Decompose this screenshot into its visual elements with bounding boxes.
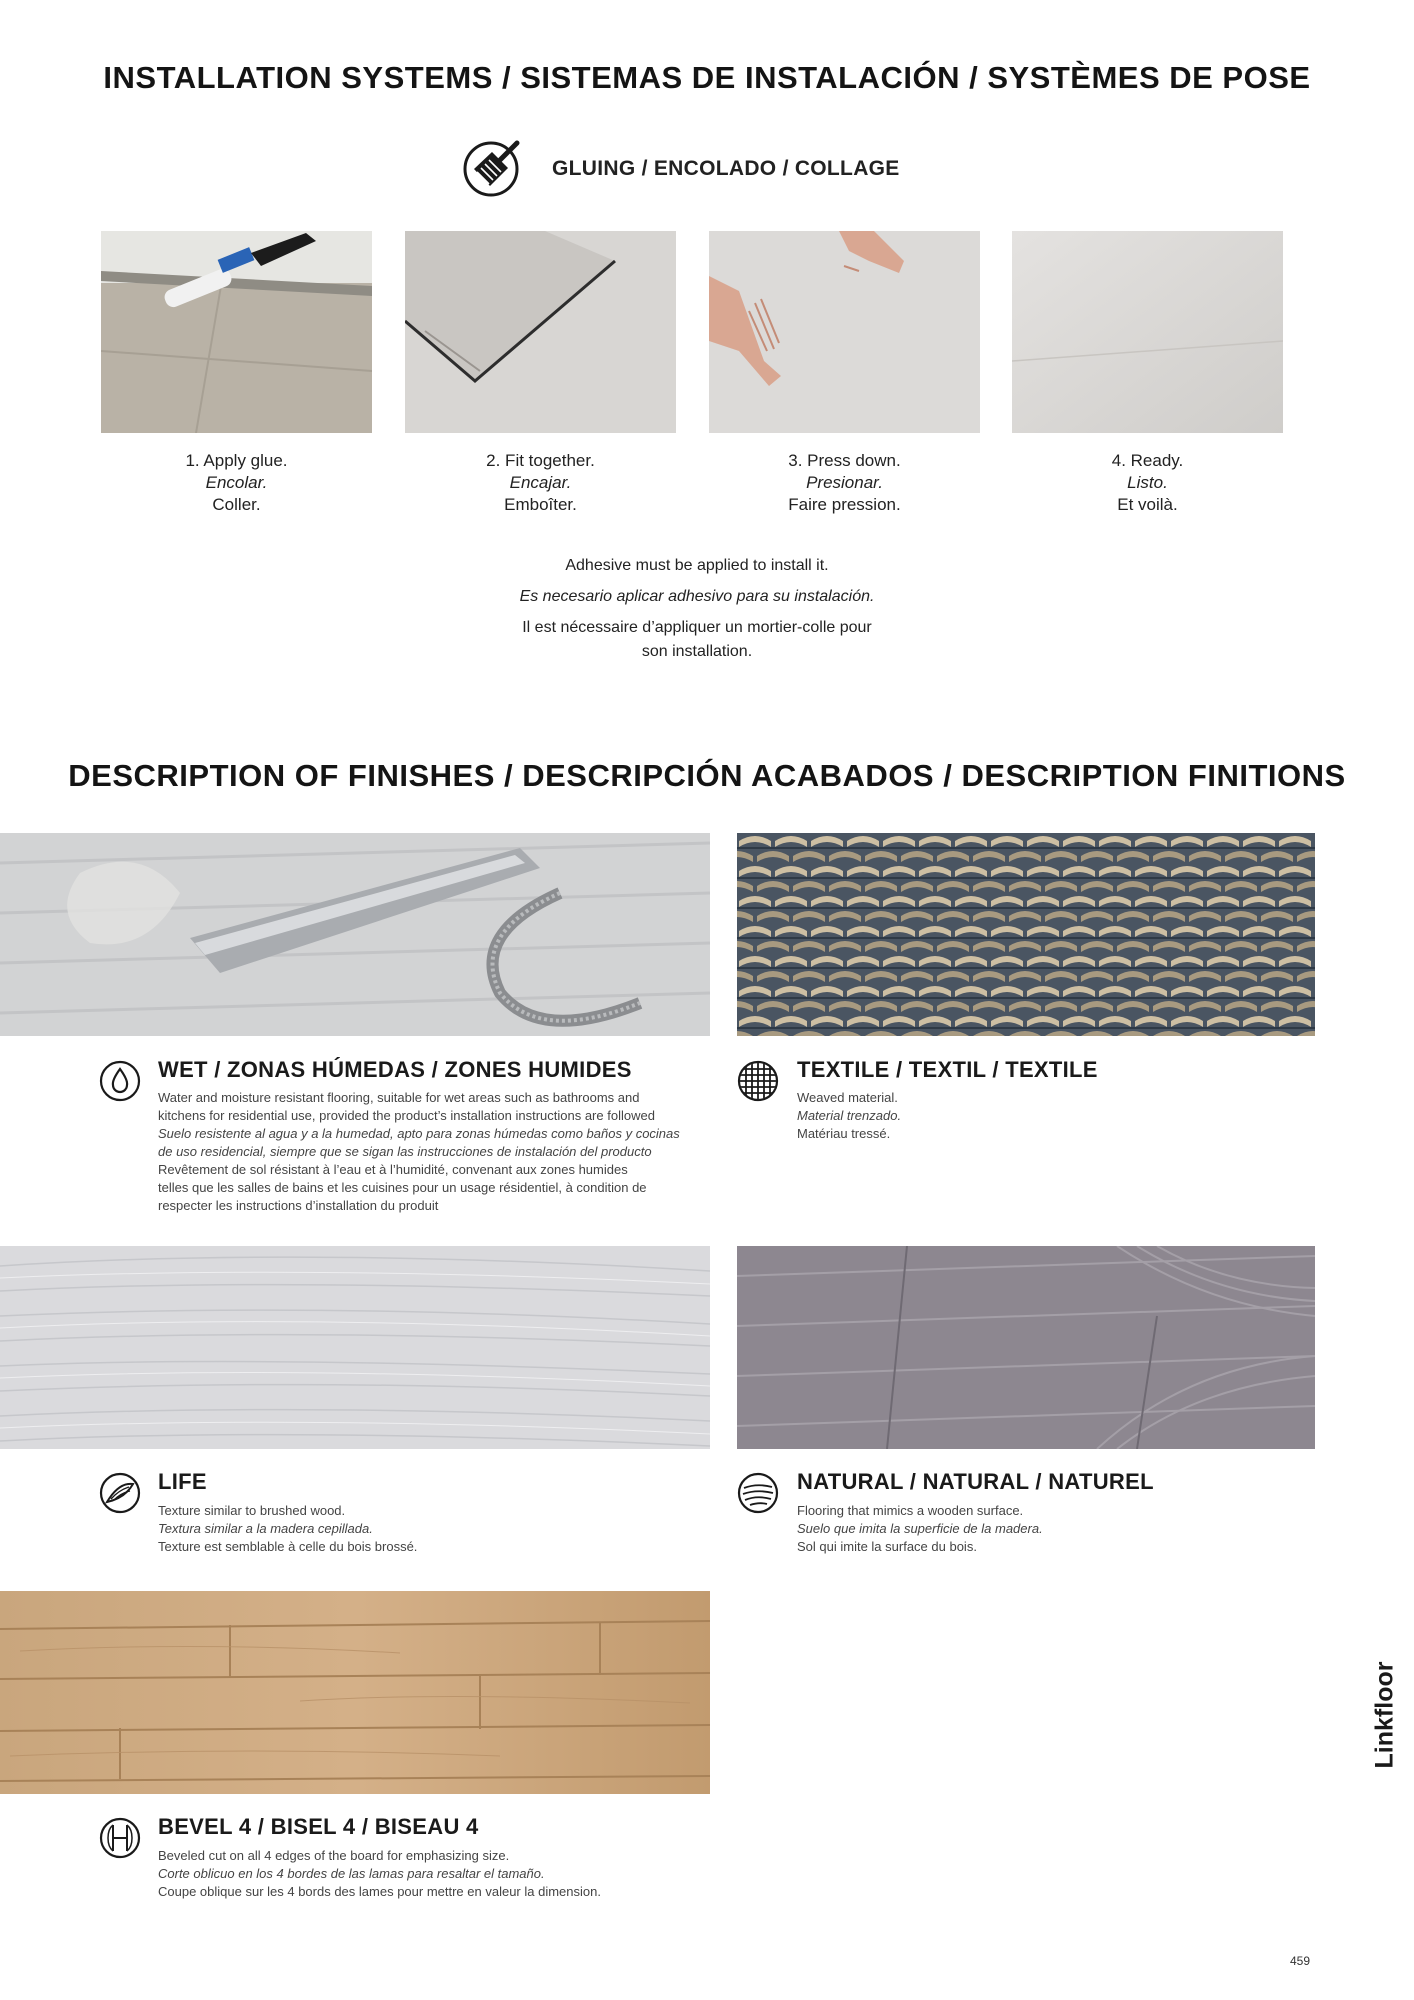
bevel-desc-line: Coupe oblique sur les 4 bords des lames pour mettre en valeur la dimension. bbox=[158, 1884, 601, 1899]
fit-together-tile-photo bbox=[405, 231, 676, 433]
grey-wood-grain-photo bbox=[737, 1246, 1315, 1449]
life-desc-line: Texture est semblable à celle du bois brossé. bbox=[158, 1539, 418, 1554]
wet-finish-title: WET / ZONAS HÚMEDAS / ZONES HUMIDES bbox=[158, 1057, 632, 1082]
wet-desc-line: telles que les salles de bains et les cuisines pour un usage résidentiel, à condition de bbox=[158, 1180, 647, 1195]
life-desc-line: Texture similar to brushed wood. bbox=[158, 1503, 346, 1518]
natural-desc-line: Flooring that mimics a wooden surface. bbox=[797, 1503, 1024, 1518]
textile-desc-line: Weaved material. bbox=[797, 1090, 898, 1105]
press-down-hands-photo bbox=[709, 231, 980, 433]
shower-drain-wet-floor-photo bbox=[0, 833, 710, 1036]
finishes-title: DESCRIPTION OF FINISHES / DESCRIPCIÓN ACABADOS / DESCRIPTION FINITIONS bbox=[68, 758, 1346, 793]
adhesive-note-fr-1: Il est nécessaire d’appliquer un mortier-colle pour bbox=[522, 619, 872, 636]
step-3-es: Presionar. bbox=[806, 473, 883, 492]
bevel-desc-line: Corte oblicuo en los 4 bordes de las lamas para resaltar el tamaño. bbox=[158, 1866, 545, 1881]
life-desc-line: Textura similar a la madera cepillada. bbox=[158, 1521, 373, 1536]
step-2-es: Encajar. bbox=[509, 473, 572, 492]
gluing-label: GLUING / ENCOLADO / COLLAGE bbox=[552, 157, 900, 180]
apply-glue-roller-photo bbox=[101, 231, 372, 433]
textile-desc-line: Matériau tressé. bbox=[797, 1126, 891, 1141]
wet-finish-description bbox=[158, 1089, 718, 1215]
life-finish-description bbox=[158, 1502, 678, 1556]
wet-desc-line: Revêtement de sol résistant à l’eau et à l’humidité, convenant aux zones humides bbox=[158, 1162, 628, 1177]
life-finish-title: LIFE bbox=[158, 1469, 207, 1494]
natural-finish-description bbox=[797, 1502, 1277, 1556]
adhesive-note-en: Adhesive must be applied to install it. bbox=[565, 557, 829, 574]
step-1-en: 1. Apply glue. bbox=[185, 451, 288, 470]
wet-desc-line: Suelo resistente al agua y a la humedad, apto para zonas húmedas como baños y cocinas bbox=[158, 1126, 680, 1141]
natural-finish-title: NATURAL / NATURAL / NATUREL bbox=[797, 1469, 1154, 1494]
step-3-caption bbox=[709, 450, 980, 516]
step-1-fr: Coller. bbox=[212, 495, 261, 514]
step-1-caption bbox=[101, 450, 372, 516]
wet-desc-line: respecter les instructions d’installation du produit bbox=[158, 1198, 439, 1213]
brushed-wood-icon bbox=[99, 1472, 141, 1514]
bevel-finish-title: BEVEL 4 / BISEL 4 / BISEAU 4 bbox=[158, 1814, 479, 1839]
wet-desc-line: de uso residencial, siempre que se sigan las instrucciones de instalación del producto bbox=[158, 1144, 652, 1159]
bevel-edge-icon bbox=[99, 1817, 141, 1859]
oak-plank-floor-photo bbox=[0, 1591, 710, 1794]
woven-grid-icon bbox=[737, 1060, 779, 1102]
adhesive-note-fr-2: son installation. bbox=[641, 643, 753, 660]
step-3-en: 3. Press down. bbox=[788, 451, 901, 470]
wood-grain-icon bbox=[737, 1472, 779, 1514]
step-4-en: 4. Ready. bbox=[1111, 451, 1184, 470]
step-2-en: 2. Fit together. bbox=[486, 451, 595, 470]
bevel-desc-line: Beveled cut on all 4 edges of the board for emphasizing size. bbox=[158, 1848, 510, 1863]
step-4-caption bbox=[1012, 450, 1283, 516]
textile-finish-title: TEXTILE / TEXTIL / TEXTILE bbox=[797, 1057, 1098, 1082]
brand-name: Linkfloor bbox=[1370, 1661, 1399, 1769]
natural-desc-line: Suelo que imita la superficie de la madera. bbox=[797, 1521, 1043, 1536]
step-4-es: Listo. bbox=[1127, 473, 1168, 492]
gluing-method bbox=[462, 137, 900, 201]
woven-textile-photo bbox=[737, 833, 1315, 1036]
wet-desc-line: kitchens for residential use, provided the product’s installation instructions are followed bbox=[158, 1108, 655, 1123]
installation-title: INSTALLATION SYSTEMS / SISTEMAS DE INSTALACIÓN / SYSTÈMES DE POSE bbox=[103, 60, 1311, 95]
natural-desc-line: Sol qui imite la surface du bois. bbox=[797, 1539, 977, 1554]
textile-finish-description bbox=[797, 1089, 1277, 1143]
bevel-finish-description bbox=[158, 1847, 738, 1901]
wet-desc-line: Water and moisture resistant flooring, suitable for wet areas such as bathrooms and bbox=[158, 1090, 640, 1105]
step-1-es: Encolar. bbox=[205, 473, 268, 492]
textile-desc-line: Material trenzado. bbox=[797, 1108, 902, 1123]
page-number: 459 bbox=[1290, 1954, 1311, 1968]
step-2-caption bbox=[405, 450, 676, 516]
glue-brush-icon bbox=[462, 136, 524, 203]
step-2-fr: Emboîter. bbox=[504, 495, 577, 514]
adhesive-note-es: Es necesario aplicar adhesivo para su instalación. bbox=[519, 588, 875, 605]
ready-floor-photo bbox=[1012, 231, 1283, 433]
water-drop-icon bbox=[99, 1060, 141, 1102]
light-brushed-wood-photo bbox=[0, 1246, 710, 1449]
step-3-fr: Faire pression. bbox=[788, 495, 901, 514]
step-4-fr: Et voilà. bbox=[1117, 495, 1178, 514]
